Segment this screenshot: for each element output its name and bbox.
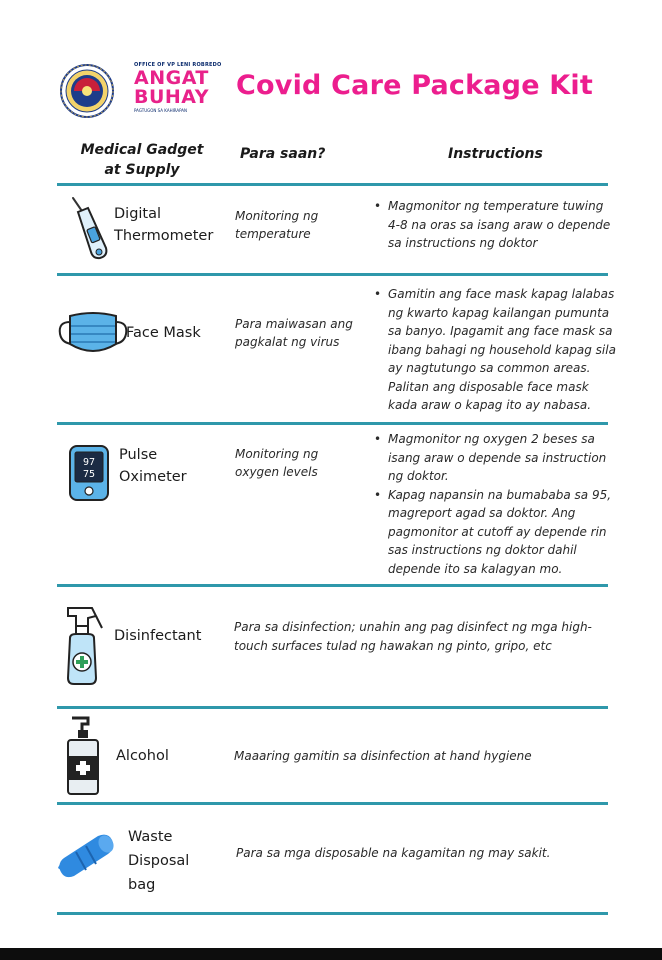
thermometer-icon <box>64 194 112 262</box>
ovp-seal-icon <box>60 64 114 118</box>
instructions-thermometer <box>372 197 610 253</box>
gadget-name-line: Waste <box>128 829 173 845</box>
instructions-face-mask <box>372 285 616 415</box>
column-header-gadget-line1: Medical Gadget <box>80 142 204 158</box>
instruction-line: 4-8 na oras sa isang araw o depende <box>388 217 611 232</box>
row-separator <box>57 273 608 276</box>
instruction-line: ng doktor. <box>388 469 449 483</box>
instruction-line: • Magmonitor ng temperature tuwing <box>388 199 604 213</box>
gadget-name-line: Face Mask <box>126 325 201 341</box>
purpose-pulse-oximeter <box>235 445 318 481</box>
gadget-name-line: Digital <box>114 206 162 222</box>
purpose-line: Monitoring ng <box>235 447 319 461</box>
instruction-line: • Magmonitor ng oxygen 2 beses sa <box>388 432 595 446</box>
gadget-name-line: bag <box>128 877 156 893</box>
purpose-line: Monitoring ng <box>235 209 319 223</box>
logo-word-angat: ANGAT <box>134 67 209 89</box>
disinfectant-spray-icon <box>62 604 108 686</box>
instruction-line: magreport agad sa doktor. Ang <box>388 506 576 520</box>
page-title: Covid Care Package Kit <box>236 70 593 101</box>
gadget-name-pulse-oximeter <box>119 444 187 488</box>
logo-office-text: OFFICE OF VP LENI ROBREDO <box>134 62 222 68</box>
column-header-gadget <box>72 140 212 180</box>
logo-word-buhay: BUHAY <box>134 86 209 108</box>
description-line: Para sa mga disposable na kagamitan ng may sakit. <box>236 846 551 860</box>
waste-bag-icon <box>56 828 122 878</box>
instructions-pulse-oximeter <box>372 430 611 578</box>
face-mask-icon <box>56 308 130 358</box>
gadget-name-thermometer <box>114 203 213 247</box>
gadget-name-line: Disinfectant <box>114 628 202 644</box>
gadget-name-alcohol <box>116 745 169 767</box>
row-separator <box>57 584 608 587</box>
row-separator <box>57 912 608 915</box>
instruction-line: depende ito sa kalagyan mo. <box>388 561 563 576</box>
description-line: touch surfaces tulad ng hawakan ng pinto, gripo, etc <box>234 639 552 653</box>
gadget-name-waste-bag <box>128 825 189 897</box>
purpose-face-mask <box>235 315 353 351</box>
gadget-name-line: Thermometer <box>114 228 214 244</box>
oximeter-readout-top: 97 <box>82 457 96 468</box>
description-disinfectant <box>234 618 592 656</box>
row-separator <box>57 706 608 709</box>
gadget-name-line: Disposal <box>128 853 190 869</box>
row-separator <box>57 802 608 805</box>
column-header-gadget-line2: at Supply <box>104 162 180 178</box>
bottom-bar <box>0 948 662 960</box>
description-line: Para sa disinfection; unahin ang pag disinfect ng mga high- <box>234 620 592 634</box>
instruction-line: sa banyo. Ipagamit ang face mask sa <box>388 324 613 338</box>
instruction-line: sa instructions ng doktor <box>388 236 538 250</box>
column-header-instructions: Instructions <box>448 146 543 162</box>
instruction-line: isang araw o depende sa instruction <box>388 450 607 465</box>
column-header-purpose: Para saan? <box>240 146 326 162</box>
purpose-line: Para maiwasan ang <box>235 317 353 331</box>
purpose-line: oxygen levels <box>235 465 318 479</box>
purpose-line: pagkalat ng virus <box>235 335 340 349</box>
instruction-bullet <box>372 197 610 253</box>
gadget-name-line: Oximeter <box>119 469 187 485</box>
instruction-line: sas instructions ng doktor dahil <box>388 543 577 557</box>
gadget-name-line: Pulse <box>119 447 158 463</box>
instruction-line: • Gamitin ang face mask kapag lalabas <box>388 287 615 301</box>
gadget-name-face-mask <box>126 322 201 344</box>
purpose-thermometer <box>235 207 318 243</box>
gadget-name-disinfectant <box>114 625 201 647</box>
instruction-bullet <box>372 486 611 579</box>
instruction-line: kada araw o kapag ito ay nabasa. <box>388 398 592 412</box>
angat-buhay-logo <box>126 62 222 118</box>
alcohol-bottle-icon <box>64 714 104 796</box>
instruction-bullet <box>372 430 611 486</box>
row-separator <box>57 183 608 186</box>
gadget-name-line: Alcohol <box>116 748 169 764</box>
pulse-oximeter-icon <box>66 444 112 502</box>
description-line: Maaaring gamitin sa disinfection at hand hygiene <box>234 749 532 763</box>
instruction-bullet <box>372 285 616 415</box>
instruction-line: ng kwarto kapag kailangan pumunta <box>388 305 610 320</box>
instruction-line: • Kapag napansin na bumababa sa 95, <box>388 487 612 502</box>
instruction-line: ay nagtutungo sa common areas. <box>388 361 591 375</box>
description-alcohol <box>234 747 532 766</box>
row-separator <box>57 422 608 425</box>
logo-subtitle: PAGTUGON SA KAHIRAPAN <box>134 108 187 113</box>
purpose-line: temperature <box>235 227 311 241</box>
instruction-line: Palitan ang disposable face mask <box>388 379 589 394</box>
instruction-line: ibang bahagi ng household kapag sila <box>388 342 616 357</box>
instruction-line: pagmonitor at cutoff ay depende rin <box>388 524 607 539</box>
oximeter-readout-bottom: 75 <box>82 469 96 480</box>
description-waste-bag <box>236 844 550 863</box>
